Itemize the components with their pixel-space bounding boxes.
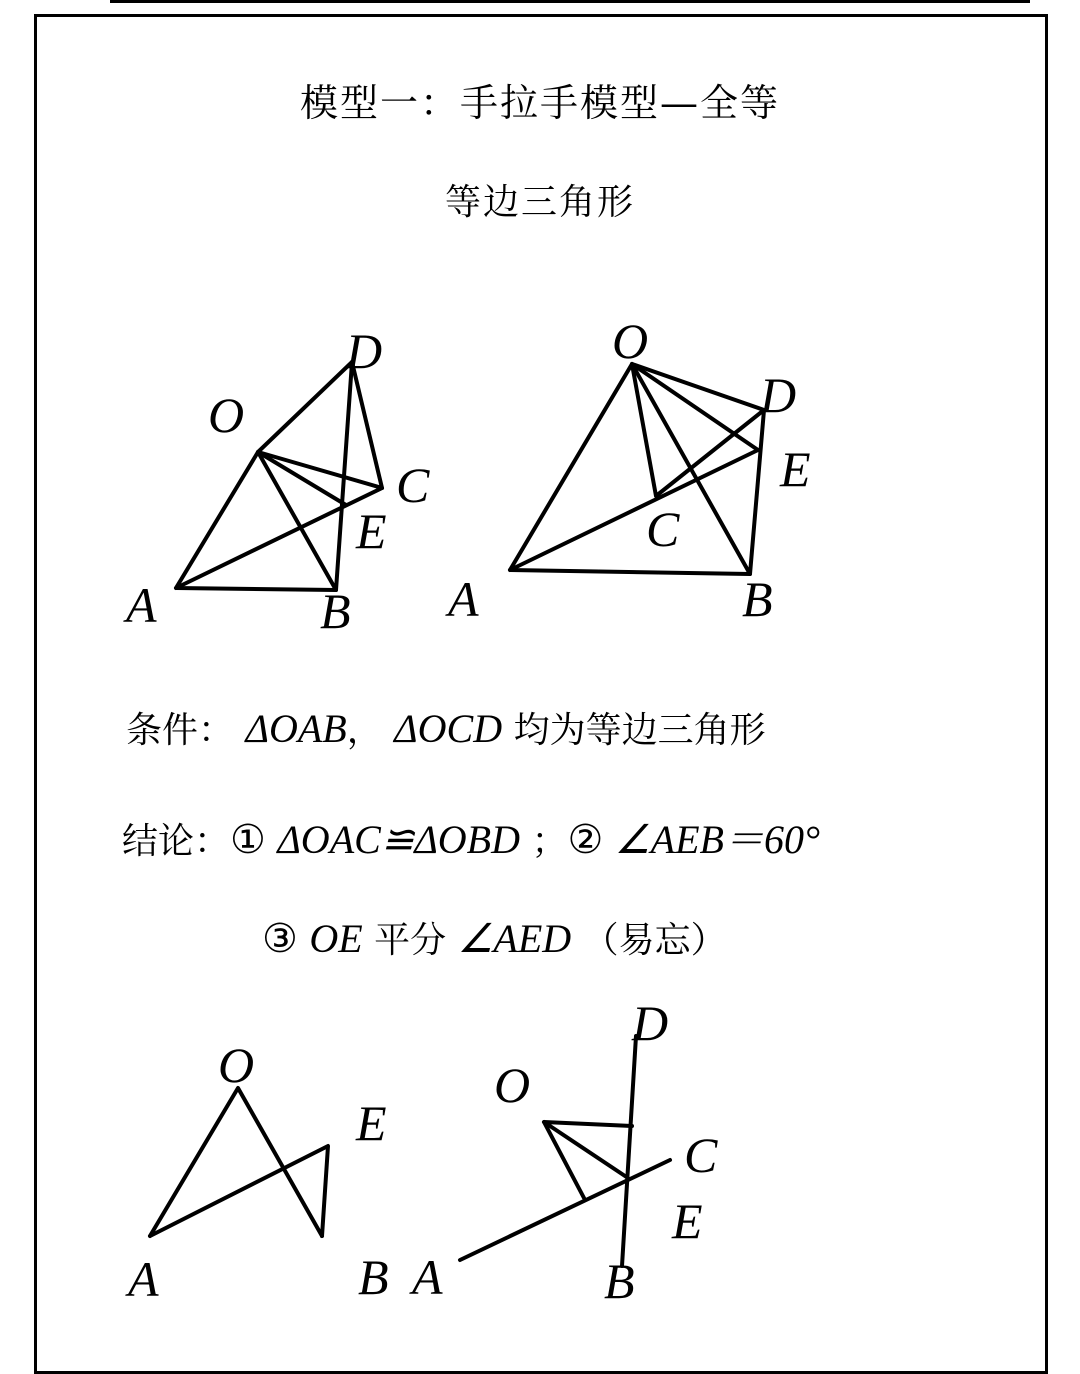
figure-4 [409,995,718,1309]
fig1-label-o: O [208,387,245,443]
conclusion-3-bisects: 平分 [374,920,447,961]
fig4-label-b: B [604,1253,635,1309]
conclusion-3-line [262,912,727,963]
condition-text: 均为等边三角形 [513,710,766,751]
fig1-label-d: D [346,323,383,379]
fig3-label-b: B [358,1249,389,1305]
fig4-label-o: O [494,1057,531,1113]
conclusion-3-angle: ∠AED [457,916,572,961]
conclusion-line [122,808,820,865]
conclusion-1: ΔOAC≌ΔOBD [277,817,521,862]
fig4-segment-db [622,1036,636,1266]
conclusion-3-oe: OE [309,916,363,961]
figure-2 [445,313,811,627]
fig3-label-o: O [218,1037,255,1093]
fig1-label-a: A [126,577,157,633]
fig1-label-c: C [396,457,430,513]
fig4-label-a: A [412,1249,443,1305]
fig2-triangle-ocd [632,364,764,496]
fig2-triangle-oab [510,364,750,574]
fig2-label-a: A [448,571,479,627]
figure-1 [123,323,430,639]
fig1-label-e: E [356,503,387,559]
page-title: 模型一：手拉手模型—全等 [299,81,780,125]
fig2-label-o: O [612,313,649,369]
conclusion-1-number: ① [230,817,266,862]
condition-triangle-ocd: ΔOCD [394,706,503,751]
condition-triangle-oab: ΔOAB [245,706,347,751]
condition-line [126,702,766,753]
conclusion-separator: ； [531,821,568,862]
conclusion-3-number: ③ [262,916,298,961]
conclusion-label: 结论： [122,821,231,862]
fig1-triangle-ocd [258,362,382,488]
fig2-label-b: B [742,571,773,627]
conclusion-3-note: （易忘） [582,920,727,961]
fig3-label-a: A [128,1251,159,1307]
fig1-label-b: B [320,583,351,639]
fig4-label-c: C [684,1127,718,1183]
conclusion-2-number: ② [567,817,604,862]
condition-separator: ， [346,710,383,751]
figure-3 [125,1037,389,1307]
fig4-segment-ac [460,1160,670,1260]
section-subtitle: 等边三角形 [444,182,635,223]
fig2-segment-bd [750,410,764,574]
fig2-label-d: D [760,367,797,423]
fig3-label-e: E [356,1095,387,1151]
condition-label: 条件： [126,710,235,751]
fig4-label-e: E [672,1193,703,1249]
fig2-label-e: E [780,441,811,497]
conclusion-2: ∠AEB＝60° [614,817,820,862]
fig2-label-c: C [646,501,680,557]
fig2-segment-oe [632,364,758,450]
fig4-label-d: D [632,995,669,1051]
